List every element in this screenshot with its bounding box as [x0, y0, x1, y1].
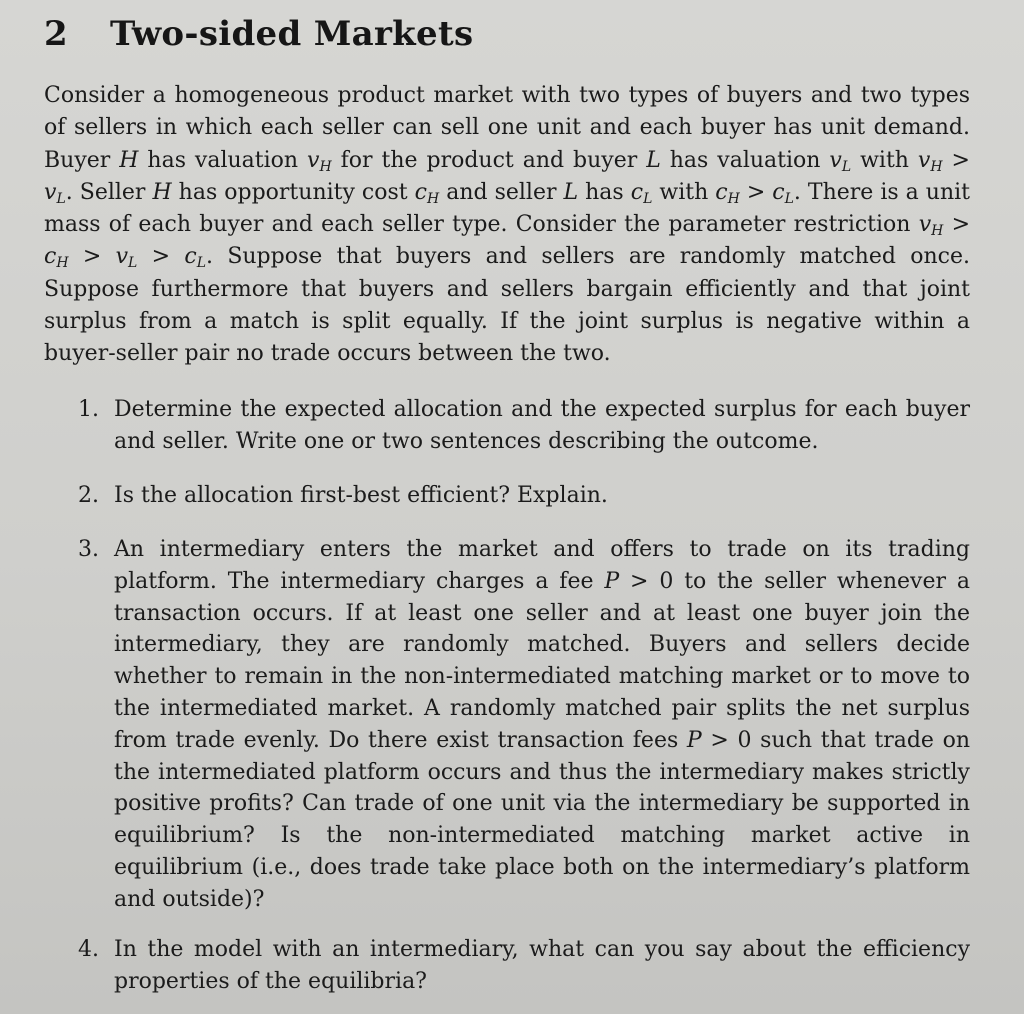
section-title: Two-sided Markets [110, 14, 474, 54]
math-cH: $c_H$ [414, 179, 440, 207]
section-number: 2 [44, 14, 68, 54]
question-1: 1. Determine the expected allocation and the expected surplus for each buyer and seller. Write one or two sentences describing the outcome. [78, 397, 970, 454]
math-cH-gt-cL: $c_H > c_L$ [715, 179, 794, 207]
intro-paragraph: Consider a homogeneous product market with two types of buyers and two types of sellers in which each seller can sell one unit and each buyer has unit demand. Buyer H has valuation $v_H$ for the product and buyer L has valuation $v_L$ with $v_H > v_L$. Seller H has opportunity cost $c_H$ and seller L has $c_L$ with $c_H > c_L$. There is a unit mass of each buyer and each seller type. Consider the parameter restriction $v_H > c_H > v_L > c_L$. Suppose that buyers and sellers are randomly matched once. Suppose furthermore that buyers and sellers bargain efficiently and that joint surplus from a match is split equally. If the joint surplus is negative within a buyer-seller pair no trade occurs between the two. [44, 83, 971, 367]
math-vH: $v_H$ [307, 147, 332, 175]
math-restriction: $v_H > c_H > v_L > c_L$ [44, 212, 970, 272]
math-fee-condition-2: P > 0 [686, 727, 752, 753]
section-heading [44, 14, 473, 54]
question-2: 2. Is the allocation first-best efficient? Explain. [78, 483, 608, 508]
math-fee-condition: P > 0 [604, 568, 674, 594]
math-vL: $v_L$ [829, 147, 852, 175]
math-cL: $c_L$ [630, 179, 653, 207]
question-3: 3. An intermediary enters the market and offers to trade on its trading platform. The intermediary charges a fee P > 0 to the seller whenever a transaction occurs. If at least one seller and at least one buyer join the intermediary, they are randomly matched. Buyers and sellers decide whether to remain in the non-intermediated matching market or to move to the intermediated market. A randomly matched pair splits the net surplus from trade evenly. Do there exist transaction fees P > 0 such that trade on the intermediated platform occurs and thus the intermediary makes strictly positive profits? Can trade of one unit via the intermediary be supported in equilibrium? Is the non-intermediated matching market active in equilibrium (i.e., does trade take place both on the intermediary’s platform and outside)? [78, 537, 971, 912]
question-4: 4. In the model with an intermediary, what can you say about the efficiency properties of the equilibria? [78, 937, 970, 994]
math-vH-gt-vL: $v_H > v_L$ [44, 147, 970, 207]
